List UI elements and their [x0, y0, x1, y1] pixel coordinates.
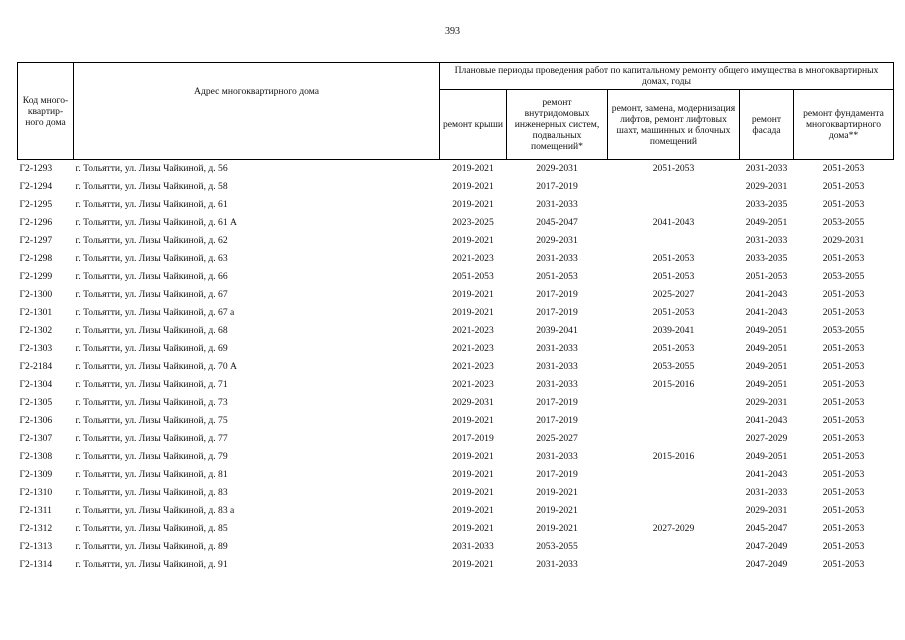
cell-code: Г2-1312: [19, 523, 53, 534]
cell-lifts: 2025-2027: [652, 289, 695, 300]
cell-roof: 2021-2023: [452, 361, 494, 372]
table-row: [18, 160, 894, 179]
cell-lifts: 2027-2029: [652, 523, 695, 534]
cell-engineering: 2051-2053: [536, 271, 578, 282]
cell-code: Г2-1307: [19, 433, 53, 444]
cell-roof: 2023-2025: [452, 217, 494, 228]
cell-foundation: 2051-2053: [822, 253, 865, 264]
cell-engineering: 2017-2019: [536, 415, 578, 426]
cell-lifts: 2039-2041: [652, 325, 695, 336]
cell-code: Г2-1311: [19, 505, 52, 516]
cell-address: г. Тольятти, ул. Лизы Чайкиной, д. 61 А: [75, 217, 237, 228]
cell-lifts: [608, 196, 740, 214]
cell-roof: 2017-2019: [452, 433, 494, 444]
cell-code: Г2-1297: [19, 235, 53, 246]
cell-code: Г2-1302: [19, 325, 53, 336]
cell-roof: 2021-2023: [452, 343, 494, 354]
table-row: [18, 250, 894, 268]
cell-foundation: 2051-2053: [822, 379, 865, 390]
cell-roof: 2019-2021: [452, 163, 494, 174]
cell-code: Г2-1303: [19, 343, 53, 354]
cell-code: Г2-1313: [19, 541, 53, 552]
cell-foundation: 2051-2053: [822, 559, 865, 570]
header-foundation: ремонт фундамента многоквартирного дома**: [794, 90, 894, 160]
cell-code: Г2-1293: [19, 163, 53, 174]
cell-lifts: [608, 538, 740, 556]
cell-lifts: 2015-2016: [652, 379, 695, 390]
cell-engineering: 2031-2033: [536, 451, 578, 462]
cell-foundation: 2051-2053: [822, 199, 865, 210]
cell-roof: 2021-2023: [452, 325, 494, 336]
table-row: [18, 556, 894, 574]
cell-address: г. Тольятти, ул. Лизы Чайкиной, д. 91: [75, 559, 228, 570]
cell-facade: 2049-2051: [745, 325, 788, 336]
cell-engineering: 2031-2033: [536, 559, 578, 570]
cell-facade: 2031-2033: [745, 235, 788, 246]
table-row: [18, 304, 894, 322]
cell-address: г. Тольятти, ул. Лизы Чайкиной, д. 83: [75, 487, 228, 498]
cell-code: Г2-1309: [19, 469, 53, 480]
cell-address: г. Тольятти, ул. Лизы Чайкиной, д. 85: [75, 523, 228, 534]
cell-address: г. Тольятти, ул. Лизы Чайкиной, д. 66: [75, 271, 228, 282]
cell-engineering: 2025-2027: [536, 433, 578, 444]
cell-code: Г2-1294: [19, 181, 53, 192]
table-row: [18, 412, 894, 430]
cell-address: г. Тольятти, ул. Лизы Чайкиной, д. 70 А: [75, 361, 237, 372]
cell-facade: 2031-2033: [745, 487, 788, 498]
cell-engineering: 2031-2033: [536, 361, 578, 372]
cell-code: Г2-1301: [19, 307, 53, 318]
cell-engineering: 2031-2033: [536, 343, 578, 354]
table-row: [18, 502, 894, 520]
cell-lifts: [608, 232, 740, 250]
cell-facade: 2041-2043: [745, 415, 788, 426]
cell-lifts: [608, 178, 740, 196]
cell-code: Г2-2184: [19, 361, 53, 372]
cell-lifts: [608, 484, 740, 502]
cell-code: Г2-1295: [19, 199, 53, 210]
table-row: [18, 268, 894, 286]
cell-address: г. Тольятти, ул. Лизы Чайкиной, д. 81: [75, 469, 228, 480]
cell-lifts: [608, 466, 740, 484]
cell-engineering: 2019-2021: [536, 505, 578, 516]
table-row: [18, 448, 894, 466]
cell-address: г. Тольятти, ул. Лизы Чайкиной, д. 83 а: [75, 505, 235, 516]
cell-roof: 2019-2021: [452, 451, 494, 462]
cell-roof: 2019-2021: [452, 415, 494, 426]
cell-facade: 2041-2043: [745, 307, 788, 318]
cell-engineering: 2017-2019: [536, 469, 578, 480]
cell-code: Г2-1306: [19, 415, 53, 426]
header-code: Код много-квартир-ного дома: [18, 63, 74, 160]
cell-address: г. Тольятти, ул. Лизы Чайкиной, д. 62: [75, 235, 228, 246]
header-lifts: ремонт, замена, модернизация лифтов, ремонт лифтовых шахт, машинных и блочных помещений: [608, 90, 740, 160]
cell-foundation: 2051-2053: [822, 307, 865, 318]
page-number: 393: [445, 26, 460, 37]
cell-roof: 2019-2021: [452, 307, 494, 318]
cell-lifts: 2015-2016: [652, 451, 695, 462]
table-row: [18, 376, 894, 394]
table-row: [18, 394, 894, 412]
cell-roof: 2019-2021: [452, 487, 494, 498]
cell-address: г. Тольятти, ул. Лизы Чайкиной, д. 79: [75, 451, 228, 462]
cell-lifts: [608, 394, 740, 412]
cell-facade: 2049-2051: [745, 379, 788, 390]
cell-code: Г2-1298: [19, 253, 53, 264]
cell-foundation: 2051-2053: [822, 163, 865, 174]
cell-engineering: 2031-2033: [536, 379, 578, 390]
cell-roof: 2019-2021: [452, 289, 494, 300]
table-row: [18, 358, 894, 376]
cell-engineering: 2029-2031: [536, 235, 578, 246]
header-roof: ремонт крыши: [440, 90, 507, 160]
cell-code: Г2-1310: [19, 487, 53, 498]
cell-facade: 2029-2031: [745, 181, 788, 192]
cell-foundation: 2051-2053: [822, 451, 865, 462]
cell-address: г. Тольятти, ул. Лизы Чайкиной, д. 58: [75, 181, 228, 192]
table-row: [18, 214, 894, 232]
cell-foundation: 2051-2053: [822, 469, 865, 480]
cell-foundation: 2053-2055: [822, 271, 865, 282]
cell-facade: 2049-2051: [745, 217, 788, 228]
cell-lifts: [608, 412, 740, 430]
cell-foundation: 2051-2053: [822, 415, 865, 426]
cell-code: Г2-1296: [19, 217, 53, 228]
cell-roof: 2019-2021: [452, 181, 494, 192]
cell-roof: 2019-2021: [452, 505, 494, 516]
header-engineering: ремонт внутридомовых инженерных систем, подвальных помещений*: [507, 90, 608, 160]
header-periods: Плановые периоды проведения работ по капитальному ремонту общего имущества в многоквартирных домах, годы: [440, 63, 894, 90]
cell-roof: 2021-2023: [452, 253, 494, 264]
cell-roof: 2019-2021: [452, 235, 494, 246]
cell-engineering: 2039-2041: [536, 325, 578, 336]
cell-address: г. Тольятти, ул. Лизы Чайкиной, д. 73: [75, 397, 228, 408]
capital-repair-table: [17, 62, 894, 574]
cell-facade: 2029-2031: [745, 397, 788, 408]
cell-engineering: 2017-2019: [536, 397, 578, 408]
cell-lifts: [608, 556, 740, 574]
cell-lifts: 2051-2053: [652, 307, 695, 318]
cell-foundation: 2051-2053: [822, 433, 865, 444]
cell-facade: 2045-2047: [745, 523, 788, 534]
cell-code: Г2-1314: [19, 559, 53, 570]
cell-facade: 2029-2031: [745, 505, 788, 516]
cell-lifts: [608, 430, 740, 448]
table-row: [18, 286, 894, 304]
cell-engineering: 2045-2047: [536, 217, 578, 228]
cell-code: Г2-1304: [19, 379, 53, 390]
cell-engineering: 2053-2055: [536, 541, 578, 552]
cell-code: Г2-1308: [19, 451, 53, 462]
cell-code: Г2-1305: [19, 397, 53, 408]
cell-code: Г2-1300: [19, 289, 53, 300]
cell-roof: 2031-2033: [452, 541, 494, 552]
cell-facade: 2033-2035: [745, 253, 788, 264]
cell-foundation: 2051-2053: [822, 343, 865, 354]
table-row: [18, 520, 894, 538]
cell-engineering: 2017-2019: [536, 181, 578, 192]
cell-facade: 2033-2035: [745, 199, 788, 210]
table-row: [18, 538, 894, 556]
cell-address: г. Тольятти, ул. Лизы Чайкиной, д. 89: [75, 541, 228, 552]
cell-engineering: 2017-2019: [536, 289, 578, 300]
cell-lifts: [608, 502, 740, 520]
cell-foundation: 2053-2055: [822, 217, 865, 228]
cell-address: г. Тольятти, ул. Лизы Чайкиной, д. 71: [75, 379, 228, 390]
table-header: [18, 63, 894, 160]
cell-foundation: 2051-2053: [822, 541, 865, 552]
cell-foundation: 2029-2031: [822, 235, 865, 246]
table-row: [18, 322, 894, 340]
cell-facade: 2049-2051: [745, 343, 788, 354]
cell-roof: 2029-2031: [452, 397, 494, 408]
cell-facade: 2049-2051: [745, 361, 788, 372]
cell-engineering: 2019-2021: [536, 523, 578, 534]
cell-foundation: 2051-2053: [822, 487, 865, 498]
table-row: [18, 340, 894, 358]
header-facade: ремонт фасада: [740, 90, 794, 160]
cell-facade: 2041-2043: [745, 289, 788, 300]
cell-roof: 2021-2023: [452, 379, 494, 390]
cell-foundation: 2051-2053: [822, 181, 865, 192]
cell-engineering: 2031-2033: [536, 253, 578, 264]
cell-facade: 2041-2043: [745, 469, 788, 480]
cell-lifts: 2041-2043: [652, 217, 695, 228]
cell-facade: 2047-2049: [745, 541, 788, 552]
table-row: [18, 430, 894, 448]
cell-lifts: 2051-2053: [652, 271, 695, 282]
cell-engineering: 2019-2021: [536, 487, 578, 498]
cell-roof: 2019-2021: [452, 559, 494, 570]
cell-foundation: 2053-2055: [822, 325, 865, 336]
cell-lifts: 2053-2055: [652, 361, 695, 372]
cell-foundation: 2051-2053: [822, 361, 865, 372]
table-row: [18, 178, 894, 196]
cell-engineering: 2029-2031: [536, 163, 578, 174]
cell-roof: 2019-2021: [452, 523, 494, 534]
table-row: [18, 232, 894, 250]
cell-facade: 2047-2049: [745, 559, 788, 570]
cell-address: г. Тольятти, ул. Лизы Чайкиной, д. 56: [75, 163, 228, 174]
cell-address: г. Тольятти, ул. Лизы Чайкиной, д. 67: [75, 289, 228, 300]
cell-roof: 2051-2053: [452, 271, 494, 282]
cell-foundation: 2051-2053: [822, 397, 865, 408]
header-address: Адрес многоквартирного дома: [74, 63, 440, 160]
cell-facade: 2027-2029: [745, 433, 788, 444]
cell-roof: 2019-2021: [452, 199, 494, 210]
cell-lifts: 2051-2053: [652, 163, 695, 174]
cell-address: г. Тольятти, ул. Лизы Чайкиной, д. 68: [75, 325, 228, 336]
cell-address: г. Тольятти, ул. Лизы Чайкиной, д. 75: [75, 415, 228, 426]
cell-address: г. Тольятти, ул. Лизы Чайкиной, д. 63: [75, 253, 228, 264]
table-row: [18, 484, 894, 502]
cell-facade: 2051-2053: [745, 271, 788, 282]
cell-foundation: 2051-2053: [822, 505, 865, 516]
cell-engineering: 2017-2019: [536, 307, 578, 318]
cell-engineering: 2031-2033: [536, 199, 578, 210]
table-row: [18, 466, 894, 484]
cell-roof: 2019-2021: [452, 469, 494, 480]
cell-foundation: 2051-2053: [822, 523, 865, 534]
cell-facade: 2031-2033: [745, 163, 788, 174]
cell-address: г. Тольятти, ул. Лизы Чайкиной, д. 67 а: [75, 307, 235, 318]
cell-foundation: 2051-2053: [822, 289, 865, 300]
table-row: [18, 196, 894, 214]
cell-lifts: 2051-2053: [652, 253, 695, 264]
cell-address: г. Тольятти, ул. Лизы Чайкиной, д. 69: [75, 343, 228, 354]
cell-lifts: 2051-2053: [652, 343, 695, 354]
cell-address: г. Тольятти, ул. Лизы Чайкиной, д. 77: [75, 433, 228, 444]
cell-address: г. Тольятти, ул. Лизы Чайкиной, д. 61: [75, 199, 228, 210]
cell-facade: 2049-2051: [745, 451, 788, 462]
cell-code: Г2-1299: [19, 271, 53, 282]
table-body: [18, 160, 894, 575]
